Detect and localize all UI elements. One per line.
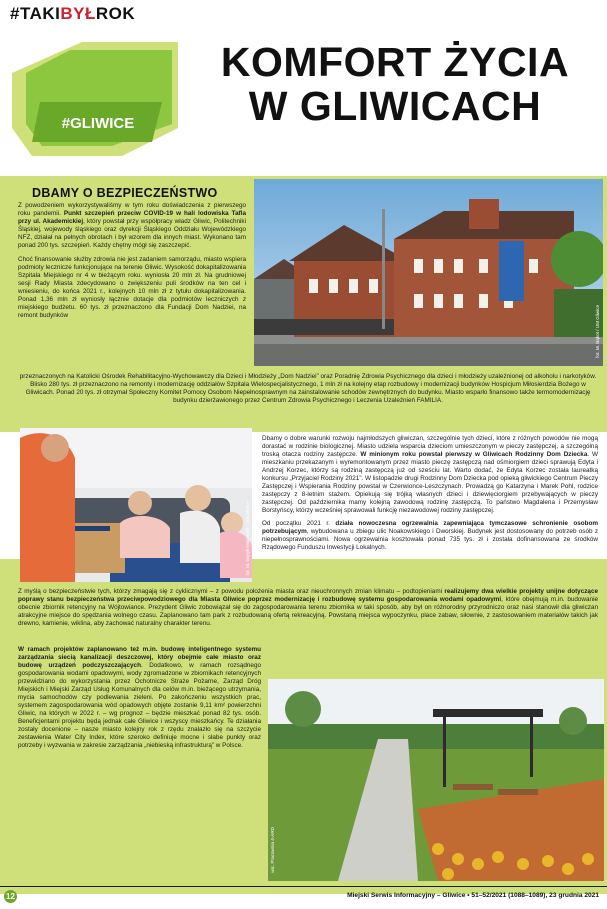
p3-text-b: W minionym roku powstał pierwszy w Gliwicach Rodzinny Dom Dziecka xyxy=(360,451,588,458)
section2-right-column xyxy=(262,435,598,552)
family-photo-image xyxy=(20,428,252,582)
park-visualization-image xyxy=(268,679,604,881)
title-line-1: KOMFORT ŻYCIA xyxy=(220,39,570,85)
footer-text: Miejski Serwis Informacyjny – Gliwice • 51–52/2021 (1088–1089), 23 grudnia 2021 xyxy=(347,892,599,899)
hashtag-suffix: ROK xyxy=(95,4,136,23)
section-title: DBAMY O BEZPIECZEŃSTWO xyxy=(32,186,218,200)
section1-continuation xyxy=(18,373,598,405)
section3-wide-text xyxy=(18,588,598,628)
p4-text-b: działa nowoczesna ogrzewalnia zapewniająca tymczasowe schronienie osobom potrzebującym xyxy=(262,520,598,535)
p1-text-b: Punkt szczepień przeciw COVID-19 w hali lodowiska Tafla przy ul. Akademickiej xyxy=(18,210,246,225)
city-tag: #GLIWICE xyxy=(61,115,135,132)
p6-text-b: . Dodatkowo, w ramach rozsądnego gospodarowania wodami opadowymi, wody zgromadzone w zbiornikach retencyjnych przewidziano do wykorzystania przez Ochotnicze Straże Pożarne, Zarząd Dróg Miejskich i Miejski Zarząd Usług Komunalnych dla celów m.in. bieżącego utrzymania, mycia samochodów czy podlewania zieleni. Po zakończeniu wszystkich prac, systemem zagospodarowania wód opadowych objęte zostanie 9,11 km² powierzchni Gliwic, na których w 2022 r. – wg prognoz – będzie mieszkać ponad 82 tys. osób. Beneficjentami projektu będą jednak całe Gliwice i wszyscy mieszkańcy. Te działania zostały docenione – nasze miasto kolejny rok z rzędu znalazło się na szczycie zestawienia Water City Index, które szeroko definiuje mocne i słabe punkty oraz potrzeby i wyzwania w zakresie zarządzania „niebieską infrastrukturą” w Polsce. xyxy=(18,662,262,749)
building-photo-image xyxy=(254,179,603,366)
page-number: 12 xyxy=(4,890,17,903)
hashtag-prefix: #TAKI xyxy=(10,4,61,23)
title-line-2: W GLIWICACH xyxy=(248,83,542,129)
section1-left-column xyxy=(18,202,246,320)
p1-text-a: Z powodzeniem wykorzystywaliśmy w tym roku doświadczenia z pierwszego roku pandemii. xyxy=(18,202,246,217)
p5-text-b: realizujemy dwa wielkie projekty unijne dotyczące poprawy stanu bezpieczeństwa przeciwpowodziowego dla Miasta Gliwice poprzez modernizację i rozbudowę systemu gospodarowania wodami opadowymi xyxy=(18,588,598,603)
section-hashtag xyxy=(10,4,135,24)
gliwice-tag-logo xyxy=(12,38,178,156)
photo-building xyxy=(254,179,603,366)
paragraph-2-continued: przeznaczonych na Katolicki Ośrodek Rehabilitacyjno-Wychowawczy dla Dzieci i Młodzieży „Dom Nadziei” oraz Poradnię Zdrowia Psychicznego dla dzieci i młodzieży uzależnionej od alkoholu i narkotyków. Blisko 280 tys. zł przeznaczono na remonty i modernizację oddziałów Szpitala Wielospecjalistycznego, 1 mln zł na kolejny etap rozbudowy i modernizacji budynków Hospicjum Miłosierdzia Bożego w Gliwicach. Ponad 20 tys. zł otrzymał Społeczny Komitet Pomocy Osobom Niepełnosprawnym na zainstalowanie schodów zewnętrznych do budynku. Miasto wsparło finansowo także termomodernizację budynku dzierżawionego przez Centrum Zdrowia Psychicznego i Leczenia Uzależnień FAMILIA. xyxy=(19,373,597,404)
paragraph-1 xyxy=(18,202,246,250)
photo-caption: fot. M. Bąkot / UM Gliwice xyxy=(595,305,600,358)
section3-left-column xyxy=(18,646,261,750)
paragraph-6 xyxy=(18,646,261,750)
paragraph-5 xyxy=(18,588,598,628)
paragraph-3 xyxy=(262,435,598,515)
p5-text-a: Z myślą o bezpieczeństwie tych, którzy zmagają się z cyklicznymi – z powodu położenia miasta oraz nieuchronnych zmian klimatu – podtopieniami xyxy=(18,588,445,595)
p6-text-a: W ramach projektów zaplanowano też m.in. budowę inteligentnego systemu zarządzania siecią kanalizacji deszczowej, który obejmie całe miasto oraz budowę urządzeń podczyszczających xyxy=(18,646,261,669)
footer-divider xyxy=(0,886,607,887)
page-title xyxy=(190,40,600,128)
paragraph-2: Choć finansowanie służby zdrowia nie jest zadaniem samorządu, miasto wspiera podmioty lecznicze funkcjonujące na terenie Gliwic. Wysokość dokapitalizowania Szpitala Miejskiego nr 4 w bieżącym roku. wyniosła 20 mln zł. Na grudniowej sesji Rady Miasta zdecydowano o zwiększeniu puli środków na ten cel i wniesieniu, do końca 2021 r., kolejnych 10 mln zł z tytułu dokapitalizowania. Ponad 1,36 mln zł wyniosły łącznie dotacje dla podmiotów leczniczych z miejskiego budżetu. 60 tys. zł przeznaczono dla Fundacji Dom Nadziei, na remont budynków xyxy=(18,256,246,319)
p4-text-c: , wybudowana u zbiegu ulic Noakowskiego i Dworskiej. Budynek jest dostosowany do potrzeb osób z niepełnosprawnościami. Nowa ogrzewalnia kosztowała ponad 735 tys. zł i została dofinansowana ze środków Rządowego Funduszu Inwestycji Lokalnych. xyxy=(262,528,598,551)
paragraph-4 xyxy=(262,520,598,552)
photo-caption: wiz. Pracownia 4-ARD xyxy=(270,827,275,873)
p3-text-c: . W mieszkaniu przekazanym i wyremontowanym przez miasto pieczę zastępczą nad ośmiorgiem dzieci sprawują Edyta i Andrzej Korzec, którzy są rodziną zastępczą już od sześciu lat. Warto dodać, że Edyta Korzec została laureatką konkursu „Przyjaciel Rodziny 2021”. W listopadzie drugi Rodzinny Dom Dziecka pod opieką gliwickiego Centrum Pieczy Zastępczej i Wspierania Rodziny powstał w Czerwionce-Leszczynach. Prowadzą go Katarzyna i Marek Pohl, rodzice zastępczy z 8-letnim stażem. Opiekują się trójką własnych dzieci i dziewięciorgiem przebywających w pieczy zastępczej. Od października mamy kolejną zawodową rodzinę zastępczą. To państwo Magdalena i Przemysław Borstyńscy, którzy wcześniej sprawowali funkcję niezawodowej rodziny zastępczej. xyxy=(262,451,599,514)
hashtag-mid: BYŁ xyxy=(60,4,96,23)
p1-text-c: , który powstał przy współpracy władz Gliwic, Politechniki Śląskiej, wojewody śląskiego oraz dyrekcji Śląskiego Oddziału Wojewódzkiego NFZ, działał na pełnych obrotach i był wzorem dla innych miast. Wykonano tam ponad 200 tys. szczepień. Każdy chętny mógł się zaszczepić. xyxy=(18,218,246,249)
photo-park-visualization xyxy=(268,679,604,881)
photo-caption: fot. M. Gęcyk-Majewski / UM Gliwice xyxy=(245,501,250,576)
p5-text-c: , które obejmują m.in. budowanie obecnie zbiornik retencyjny na Wójtowiance. Prezydent Gliwic zobowiązał się do zagospodarowania terenu zbiornika w taki sposób, aby był on różnorodny przyrodniczo oraz nasi stanowił dla gliwiczan atrakcyjne miejsce do spędzania wolnego czasu. Zaplanowano tam park z rozbudowaną ofertą rekreacyjną. Powstaną miejsca wypoczynku, place zabaw, siłownie, z zastosowaniem materiałów takich jak drewno, kamienie, wiklina, aby zachować naturalny charakter terenu. xyxy=(18,596,599,627)
p3-text-a: Dbamy o dobre warunki rozwoju najmłodszych gliwiczan, szczególnie tych dzieci, które z różnych powodów nie mogą dorastać w rodzinie biologicznej. Miasto udziela wsparcia dzieciom umieszczonym w pieczy zastępczej, a szczególną troską otacza rodziny zastępcze. xyxy=(262,435,598,458)
p4-text-a: Od początku 2021 r. xyxy=(262,520,336,527)
photo-family xyxy=(20,428,252,582)
